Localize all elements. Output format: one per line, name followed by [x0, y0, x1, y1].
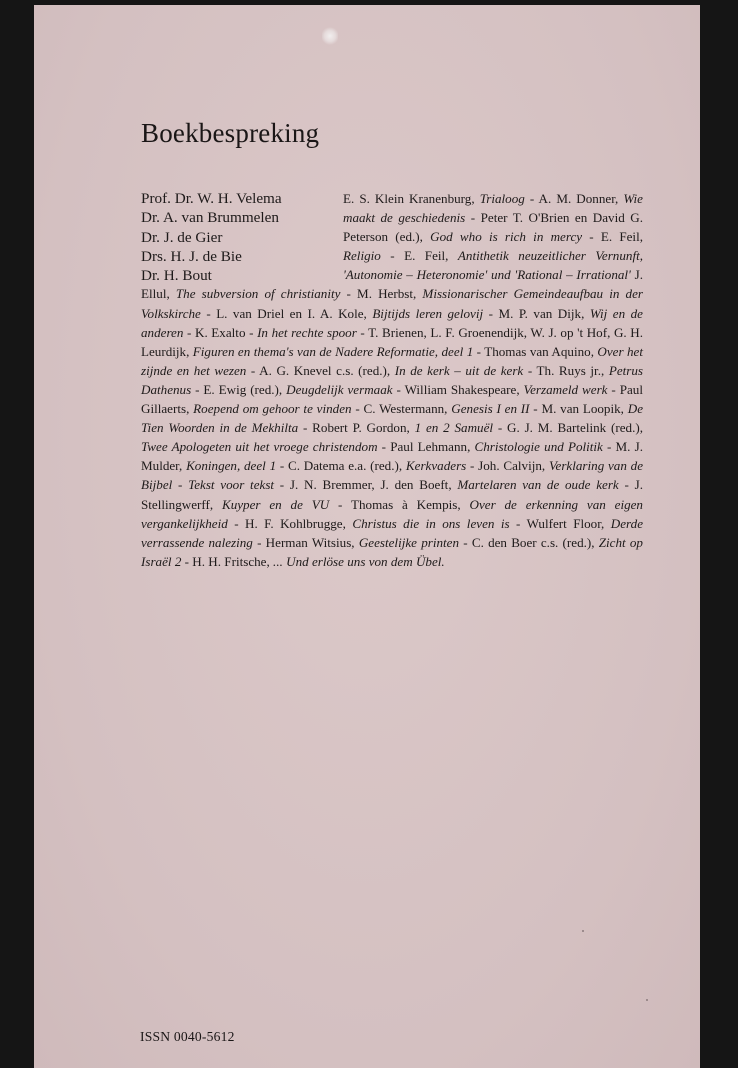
review-entry	[343, 191, 539, 206]
review-title: Wij en de anderen	[141, 305, 643, 340]
reviewer-name: Drs. H. J. de Bie	[141, 247, 242, 265]
review-separator: -	[473, 343, 485, 359]
review-author: A. M. Donner,	[538, 191, 619, 206]
book-back-cover	[34, 5, 700, 1068]
review-author: E. Feil,	[404, 248, 449, 264]
review-author: M. van Loopik,	[541, 401, 624, 417]
review-entry	[216, 306, 498, 321]
review-separator: -	[351, 401, 364, 417]
review-entry	[390, 439, 615, 454]
paper-speck	[582, 930, 584, 932]
review-author: Peter T. O'Brien en David G. Peterson (ed.),	[343, 210, 643, 245]
review-title: Verklaring van de Bijbel - Tekst voor tekst	[141, 458, 644, 493]
reviewer-name: Dr. H. Bout	[141, 267, 212, 285]
review-separator: -	[618, 477, 635, 493]
review-title: Kuyper en de VU	[221, 496, 330, 512]
review-title: Kerkvaders	[405, 458, 467, 474]
review-separator: -	[465, 210, 481, 226]
paper-speck	[646, 999, 648, 1001]
review-entry	[266, 535, 472, 550]
review-entry	[195, 325, 368, 340]
review-author: C. Datema e.a. (red.),	[288, 458, 403, 474]
review-separator: -	[524, 191, 539, 206]
review-title: Antithetik neuzeitlicher Vernunft, 'Autonomie – Heteronomie' und 'Rational – Irrational'	[343, 248, 643, 283]
issn-number: ISSN 0040-5612	[140, 1029, 235, 1044]
review-author: G. J. M. Bartelink (red.),	[507, 420, 643, 436]
review-title: Christus die in ons leven is	[352, 515, 510, 531]
review-entry	[364, 401, 542, 416]
review-entry	[312, 420, 507, 435]
review-title: Zicht op Israël 2	[141, 534, 643, 569]
review-separator: -	[183, 324, 195, 340]
review-title: Geestelijke printen	[358, 534, 460, 550]
review-title: Wie maakt de geschiedenis	[343, 191, 643, 226]
review-title: Religio	[343, 248, 381, 264]
review-separator: -	[246, 362, 260, 378]
review-author: L. van Driel en I. A. Kole,	[216, 305, 367, 321]
review-entry	[192, 554, 444, 569]
review-separator: -	[329, 496, 351, 512]
review-title: Over het zijnde en het wezen	[141, 343, 643, 378]
reviewer-name: Dr. A. van Brummelen	[141, 209, 279, 227]
review-author: M. J. Mulder,	[141, 439, 643, 474]
reviewer-name: Dr. J. de Gier	[141, 228, 223, 246]
review-title: Martelaren van de oude kerk	[457, 477, 619, 493]
review-author: Paul Gillaerts,	[141, 381, 643, 417]
review-author: Thomas à Kempis,	[350, 496, 461, 512]
review-separator: -	[529, 401, 542, 417]
review-separator: -	[191, 381, 204, 397]
reviewer-name: Prof. Dr. W. H. Velema	[141, 190, 282, 207]
review-entry	[290, 477, 635, 492]
review-separator: -	[298, 420, 313, 436]
review-separator: -	[523, 362, 537, 378]
review-title: ... Und erlöse uns von dem Übel.	[273, 553, 445, 569]
review-author: Herman Witsius,	[265, 534, 355, 550]
review-author: William Shakespeare,	[404, 381, 520, 397]
review-author: Joh. Calvijn,	[478, 458, 546, 474]
review-title: Twee Apologeten uit het vroege christendom	[141, 439, 378, 455]
review-title: God who is rich in mercy	[430, 229, 583, 245]
review-author: M. Herbst,	[357, 286, 417, 302]
review-separator: -	[602, 439, 616, 455]
review-separator: -	[181, 553, 193, 569]
review-entry	[405, 382, 620, 397]
review-title: Figuren en thema's van de Nadere Reformatie, deel 1	[192, 343, 474, 359]
review-author: T. Brienen, L. F. Groenendijk, W. J. op 't Hof, G. H. Leurdijk,	[141, 324, 643, 359]
review-entry	[245, 516, 527, 531]
review-title: Over de erkenning van eigen vergankelijkheid	[141, 496, 643, 531]
review-separator: -	[607, 381, 620, 397]
review-separator: -	[274, 477, 290, 493]
review-separator: -	[483, 305, 499, 321]
review-title: De Tien Woorden in de Mekhilta	[141, 401, 644, 436]
review-entry	[259, 363, 536, 378]
review-separator: -	[466, 458, 479, 474]
review-title: Deugdelijk vermaak	[286, 381, 393, 397]
review-separator: -	[380, 248, 405, 264]
review-separator: -	[392, 381, 405, 397]
review-title: Genesis I en II	[451, 401, 530, 417]
review-separator: -	[356, 324, 369, 340]
review-title: Roepend om gehoor te vinden	[193, 401, 352, 417]
paper-smudge	[322, 27, 338, 45]
reviewed-books-paragraph	[141, 189, 643, 571]
review-entry	[288, 458, 478, 473]
review-title: Verzameld werk	[523, 381, 608, 397]
review-author: E. S. Klein Kranenburg,	[343, 191, 475, 206]
review-author: J. N. Bremmer, J. den Boeft,	[289, 477, 452, 493]
review-title: Derde verrassende nalezing	[141, 515, 644, 550]
review-separator: -	[276, 458, 288, 474]
review-author: Th. Ruys jr.,	[536, 362, 605, 378]
review-author: A. G. Knevel c.s. (red.),	[259, 362, 391, 378]
review-separator: -	[582, 229, 601, 245]
review-author: Robert P. Gordon,	[312, 420, 410, 436]
review-separator: -	[493, 420, 508, 436]
review-title: Petrus Dathenus	[141, 362, 644, 397]
reviewer-column-spacer	[141, 189, 343, 283]
review-author: C. den Boer c.s. (red.),	[471, 534, 595, 550]
review-title: Missionarischer Gemeindeaufbau in der Volkskirche	[141, 286, 643, 321]
review-author: M. P. van Dijk,	[498, 305, 585, 321]
review-title: Christologie und Politik	[474, 439, 603, 455]
review-title: 1 en 2 Samuël	[414, 420, 494, 436]
review-title: The subversion of christianity	[175, 286, 341, 302]
review-title: Bijtijds leren gelovij	[372, 305, 484, 321]
review-separator: -	[509, 515, 527, 531]
review-author: K. Exalto -	[194, 324, 254, 340]
review-title: In het rechte spoor	[257, 324, 357, 340]
review-author: H. H. Fritsche,	[192, 553, 270, 569]
review-author: J. Stellingwerff,	[141, 477, 643, 512]
review-separator: -	[252, 534, 266, 550]
review-author: E. Ewig (red.),	[203, 381, 283, 397]
review-separator: -	[200, 305, 217, 321]
review-title: In de kerk – uit de kerk	[394, 362, 524, 378]
review-separator: -	[340, 286, 358, 302]
review-separator: -	[459, 534, 472, 550]
review-author: Wulfert Floor,	[526, 515, 605, 531]
review-separator: -	[227, 515, 245, 531]
review-author: Paul Lehmann,	[390, 439, 471, 455]
review-entry	[203, 382, 404, 397]
review-author: C. Westermann,	[363, 401, 448, 417]
review-author: E. Feil,	[600, 229, 643, 245]
review-author: Thomas van Aquino,	[484, 343, 594, 359]
review-author: J. Ellul,	[141, 267, 643, 302]
review-separator: -	[377, 439, 391, 455]
section-heading: Boekbespreking	[141, 118, 320, 148]
review-title: Trialoog	[479, 191, 525, 206]
review-title: Koningen, deel 1	[186, 458, 277, 474]
review-author: H. F. Kohlbrugge,	[244, 515, 346, 531]
